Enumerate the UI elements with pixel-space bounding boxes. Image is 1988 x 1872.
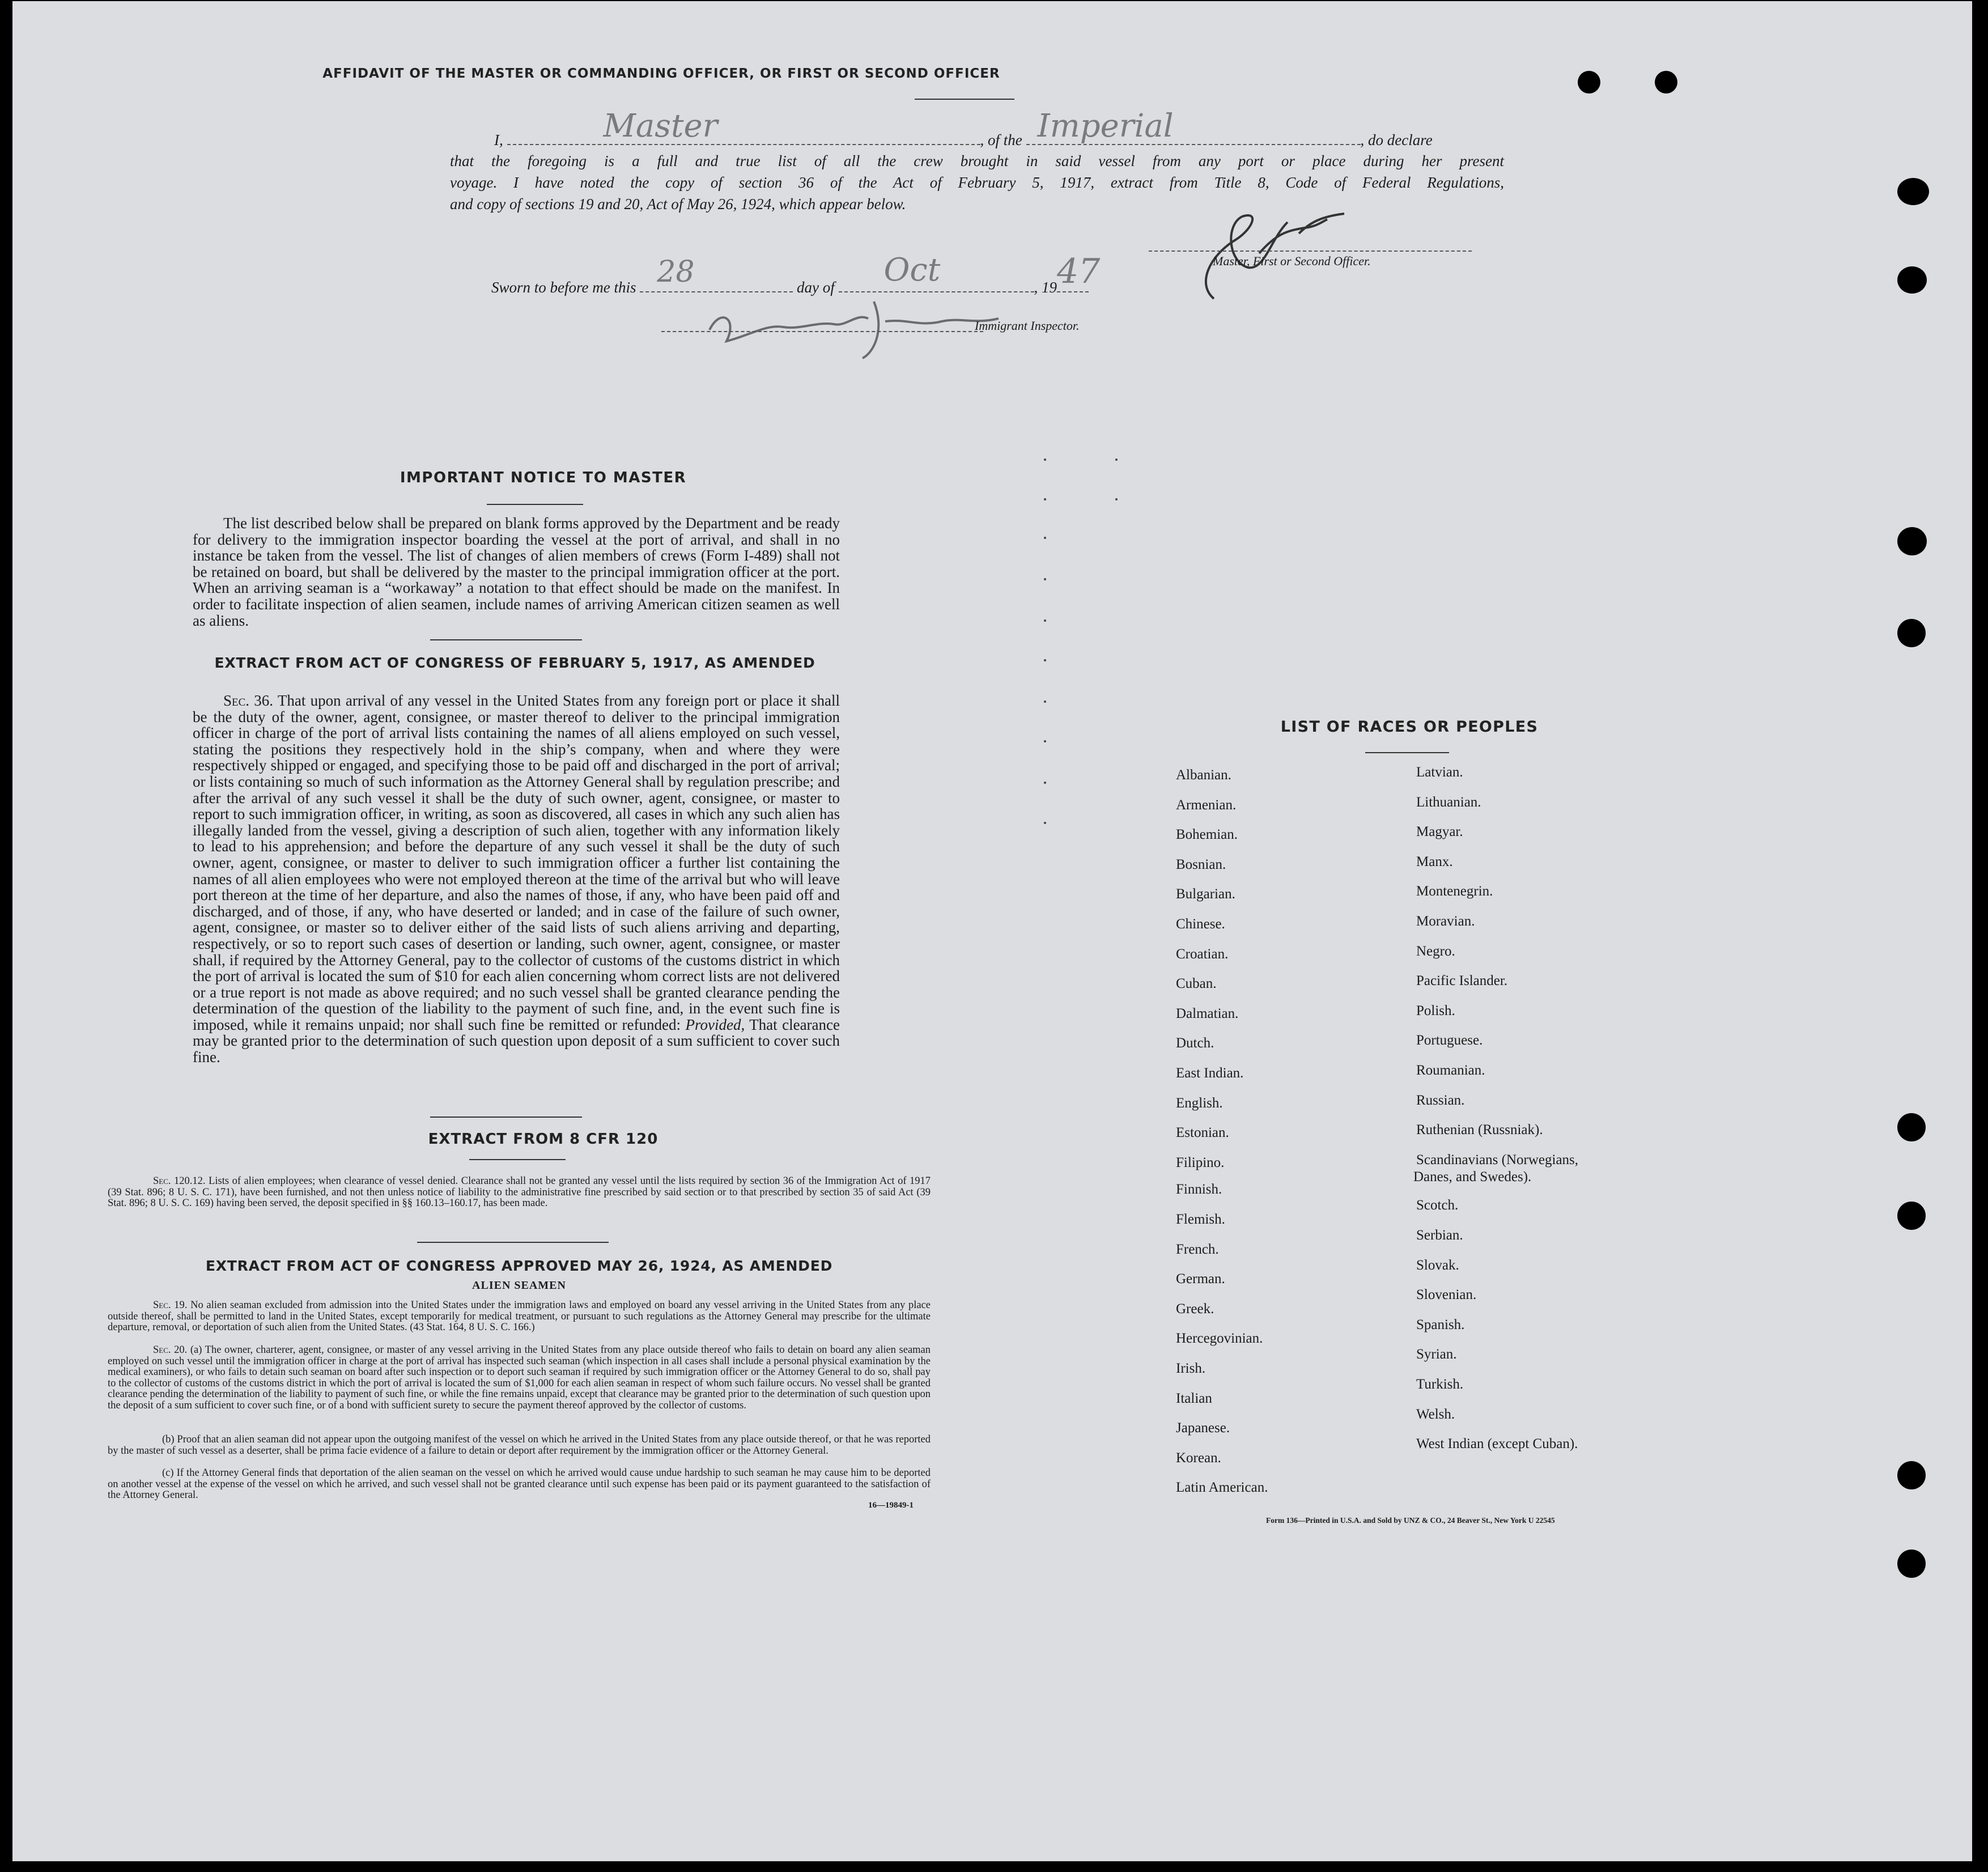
punch-hole	[1897, 1202, 1926, 1230]
year-prefix: , 19	[1034, 279, 1057, 296]
punch-hole	[1897, 1550, 1926, 1578]
divider-1	[430, 639, 582, 640]
margin-dot	[1044, 537, 1046, 539]
race-item-right: Negro.	[1416, 944, 1455, 959]
cfr-rule	[469, 1159, 566, 1160]
inspector-caption: Immigrant Inspector.	[975, 319, 1080, 333]
race-item-left: French.	[1176, 1242, 1219, 1257]
declaration-line-3: voyage. I have noted the copy of section 36 of the Act of February 5, 1917, extract from Title 8, Code of Federal Regulations,	[450, 174, 1504, 191]
race-item-right: Danes, and Swedes).	[1413, 1169, 1532, 1185]
master-name-handwritten: Master	[603, 108, 718, 145]
margin-dot	[1044, 659, 1046, 661]
notice-title: IMPORTANT NOTICE TO MASTER	[400, 469, 687, 486]
race-item-right: Scotch.	[1416, 1198, 1459, 1213]
race-item-left: Korean.	[1176, 1450, 1221, 1466]
race-item-left: Finnish.	[1176, 1182, 1222, 1197]
declaration-line-4: and copy of sections 19 and 20, Act of May 26, 1924, which appear below.	[450, 196, 906, 213]
sec-120-text: Lists of alien employees; when clearance of vessel denied. Clearance shall not be granted any vessel until the lists required by section 36 of the Immigration Act of 1917 (39 Stat. 896; 8 U. S. C. 171), have been furnished, and not then unless notice of liability to the administrative fine prescribed by said section or to that prescribed by section 35 of said Act (39 Stat. 896; 8 U. S. C. 169) having been served, the deposit specified in §§ 160.13–160.17, has been made.	[108, 1175, 931, 1209]
race-item-left: Bohemian.	[1176, 827, 1238, 842]
race-item-right: West Indian (except Cuban).	[1416, 1436, 1578, 1451]
notice-text: The list described below shall be prepared on blank forms approved by the Department and be ready for delivery to the immigration inspector boarding the vessel at the port of arrival, and shall in no instance be taken from the vessel. The list of changes of alien members of crews (Form I-489) shall not be retained on board, but shall be delivered by the master to the principal immigration officer at the port. When an arriving seaman is a “workaway” a notation to that effect should be made on the manifest. In order to facilitate inspection of alien seamen, include names of arriving American citizen seamen as well as aliens.	[193, 515, 840, 629]
document-page	[12, 1, 1972, 1861]
alien-seamen-subtitle: ALIEN SEAMEN	[472, 1279, 566, 1292]
form-number: 16—19849-1	[868, 1501, 914, 1510]
race-item-left: Bosnian.	[1176, 857, 1226, 872]
sec-19	[108, 1300, 931, 1334]
race-item-right: Syrian.	[1416, 1347, 1457, 1362]
margin-dot	[1044, 498, 1046, 500]
sec-20c: (c) If the Attorney General finds that deportation of the alien seaman on the vessel on which he arrived would cause undue hardship to such seaman he may cause him to be deported on another vessel at the expense of the vessel on which he arrived, and such vessel shall not be granted clearance until such expense has been paid or its payment guaranteed to the satisfaction of the Attorney General.	[108, 1467, 931, 1501]
master-signature	[1174, 199, 1361, 307]
punch-hole	[1578, 71, 1600, 94]
punch-hole	[1897, 619, 1926, 647]
sworn-year-handwritten: 47	[1057, 252, 1101, 291]
punch-hole	[1897, 527, 1927, 555]
margin-dot	[1115, 498, 1118, 500]
race-item-right: Lithuanian.	[1416, 795, 1481, 810]
race-item-right: Scandinavians (Norwegians,	[1416, 1152, 1579, 1168]
race-item-right: Moravian.	[1416, 914, 1475, 929]
margin-dot	[1044, 619, 1046, 622]
sec-20a-text: (a) The owner, charterer, agent, consignee, or master of any vessel arriving in the United States from any place outside thereof who fails to detain on board any alien seaman employed on such vessel until the immigration officer in charge at the port of arrival has inspected such seaman (which inspection in all cases shall include a personal physical examination by the medical examiners), or who fails to detain such seaman on board after such inspection or to deport such seaman if required by such immigration officer or the Attorney General to do so, shall pay to the collector of customs of the customs district in which the port of arrival is located the sum of $1,000 for each alien seaman in respect of whom such failure occurs. No vessel shall be granted clearance pending the determination of the liability to payment of such fine, or while the fine remains unpaid, except that clearance may be granted prior to the determination of such question upon the deposit of a sum sufficient to cover such fine, or of a bond with sufficient surety to secure the payment thereof approved by the collector of customs.	[108, 1344, 931, 1411]
master-caption: Master, First or Second Officer.	[1213, 254, 1371, 268]
provided-label: Provided,	[685, 1016, 745, 1033]
sec-20-label: Sec. 20.	[153, 1344, 188, 1356]
race-item-left: Cuban.	[1176, 976, 1217, 991]
punch-hole	[1897, 266, 1927, 294]
vessel-name-field	[1026, 108, 1361, 145]
race-item-left: Greek.	[1176, 1301, 1214, 1317]
race-item-right: Roumanian.	[1416, 1063, 1485, 1078]
margin-dot	[1115, 459, 1118, 461]
race-item-left: Dalmatian.	[1176, 1006, 1239, 1021]
cfr-title: EXTRACT FROM 8 CFR 120	[428, 1131, 659, 1148]
inspector-signature-line	[661, 331, 983, 332]
race-item-right: Portuguese.	[1416, 1033, 1483, 1048]
margin-dot	[1044, 822, 1046, 824]
notice-rule	[487, 504, 583, 505]
race-item-right: Serbian.	[1416, 1228, 1463, 1243]
sec-19-text: No alien seaman excluded from admission into the United States under the immigration laws and employed on board any vessel arriving in the United States from any place outside thereof, shall be permitted to land in the United States, except temporarily for medical treatment, or pursuant to such regulations as the Attorney General may prescribe for the ultimate departure, removal, or deportation of such alien from the United States. (43 Stat. 164, 8 U. S. C. 166.)	[108, 1300, 931, 1334]
race-item-left: English.	[1176, 1096, 1223, 1111]
race-item-right: Magyar.	[1416, 824, 1463, 839]
punch-hole	[1897, 1461, 1926, 1489]
punch-hole	[1897, 178, 1929, 205]
master-signature-line	[1149, 251, 1472, 252]
race-item-right: Russian.	[1416, 1093, 1465, 1108]
printer-footer: Form 136—Printed in U.S.A. and Sold by UNZ & CO., 24 Beaver St., New York U 22545	[1266, 1516, 1555, 1525]
race-item-right: Polish.	[1416, 1003, 1455, 1018]
vessel-name-handwritten: Imperial	[1037, 108, 1174, 145]
inspector-signature	[704, 296, 1021, 364]
race-item-left: German.	[1176, 1271, 1225, 1287]
sec-20a	[108, 1345, 931, 1412]
sworn-year-field	[1057, 252, 1101, 292]
race-item-left: Estonian.	[1176, 1125, 1229, 1140]
title-rule	[915, 99, 1014, 100]
race-item-left: Hercegovinian.	[1176, 1331, 1263, 1346]
race-item-left: Armenian.	[1176, 797, 1237, 813]
sec-120-label: Sec. 120.12.	[153, 1175, 206, 1187]
sec-20b: (b) Proof that an alien seaman did not appear upon the outgoing manifest of the vessel on which he arrived in the United States from any place outside thereof, or that he was reported by the master of such vessel as a deserter, shall be prima facie evidence of a failure to detain or deport after requirement by the immigration officer or the Attorney General.	[108, 1434, 931, 1457]
race-item-right: Ruthenian (Russniak).	[1416, 1122, 1543, 1137]
race-item-right: Pacific Islander.	[1416, 973, 1508, 988]
punch-hole	[1897, 1113, 1926, 1141]
declaration-line-1	[494, 108, 1509, 149]
extract-1924-title: EXTRACT FROM ACT OF CONGRESS APPROVED MAY 26, 1924, AS AMENDED	[205, 1258, 833, 1274]
sworn-month-handwritten: Oct	[883, 252, 941, 288]
sworn-prefix: Sworn to before me this	[491, 279, 636, 296]
race-item-right: Latvian.	[1416, 765, 1463, 780]
race-item-left: Albanian.	[1176, 767, 1231, 783]
race-item-right: Slovak.	[1416, 1258, 1459, 1273]
margin-dot	[1044, 459, 1046, 461]
i-prefix: I,	[494, 131, 503, 148]
races-rule	[1365, 752, 1449, 753]
margin-dot	[1044, 782, 1046, 784]
race-item-right: Turkish.	[1416, 1377, 1464, 1392]
margin-dot	[1044, 701, 1046, 703]
sworn-month-field	[839, 252, 1034, 292]
declaration-line-2: that the foregoing is a full and true list of all the crew brought in said vessel from any port or place during her present	[450, 152, 1504, 169]
race-item-left: Irish.	[1176, 1361, 1206, 1376]
race-item-left: Bulgarian.	[1176, 886, 1235, 902]
races-title: LIST OF RACES OR PEOPLES	[1280, 718, 1539, 736]
race-item-left: Croatian.	[1176, 946, 1229, 962]
race-item-right: Montenegrin.	[1416, 884, 1493, 899]
race-item-left: Flemish.	[1176, 1212, 1225, 1227]
race-item-left: Latin American.	[1176, 1480, 1268, 1495]
race-item-left: Italian	[1176, 1391, 1212, 1406]
race-item-left: Chinese.	[1176, 916, 1225, 932]
day-of-label: day of	[797, 279, 835, 296]
race-item-right: Manx.	[1416, 854, 1453, 869]
divider-2	[430, 1117, 582, 1118]
punch-hole	[1655, 71, 1677, 94]
sec-36-text-end: That clearance may be granted prior to the determination of such question upon deposit of a sum sufficient to cover such fine.	[193, 1016, 840, 1066]
affidavit-title: AFFIDAVIT OF THE MASTER OR COMMANDING OFFICER, OR FIRST OR SECOND OFFICER	[322, 66, 1000, 81]
sworn-day-handwritten: 28	[657, 255, 695, 289]
race-item-right: Welsh.	[1416, 1407, 1455, 1422]
race-item-left: Dutch.	[1176, 1035, 1214, 1051]
sworn-day-field	[640, 255, 793, 292]
extract-1917-text	[193, 693, 840, 1066]
divider-3	[417, 1242, 609, 1243]
of-the-label: , of the	[980, 131, 1022, 148]
margin-dot	[1044, 578, 1046, 580]
do-declare-label: , do declare	[1360, 131, 1433, 148]
race-item-right: Spanish.	[1416, 1317, 1465, 1332]
cfr-text	[108, 1176, 931, 1209]
race-item-left: East Indian.	[1176, 1066, 1244, 1081]
extract-1917-title: EXTRACT FROM ACT OF CONGRESS OF FEBRUARY 5, 1917, AS AMENDED	[214, 655, 815, 671]
sworn-line	[491, 252, 1101, 296]
race-item-left: Japanese.	[1176, 1420, 1230, 1436]
sec-36-label: Sec. 36.	[223, 692, 274, 709]
master-name-field	[507, 108, 980, 145]
sec-19-label: Sec. 19.	[153, 1300, 188, 1311]
sec-36-text: That upon arrival of any vessel in the United States from any foreign port or place it shall be the duty of the owner, agent, consignee, or master thereof to deliver to the principal immigration officer in charge of the port of arrival lists containing the names of all aliens employed on such vessel, stating the positions they respectively hold in the ship’s company, when and where they were respectively shipped or engaged, and specifying those to be paid off and discharged in the port of arrival; or lists containing so much of such information as the Attorney General shall by regulation prescribe; and after the arrival of any such vessel it shall be the duty of such owner, agent, consignee, or master to report to such immigration officer, in writing, as soon as discovered, all cases in which any such alien has illegally landed from the vessel, giving a description of such alien, together with any information likely to lead to his apprehension; and before the departure of any such vessel it shall be the duty of such owner, agent, consignee, or master to deliver to such immigration officer a further list containing the names of all alien employees who were not employed thereon at the time of the arrival but who will leave port thereon at the time of her departure, and also the names of those, if any, who have been paid off and discharged, and of those, if any, who have deserted or landed; and in case of the failure of such owner, agent, consignee, or master so to deliver either of the said lists of such aliens arriving and departing, respectively, or so to report such cases of desertion or landing, such owner, agent, consignee, or master shall, if required by the Attorney General, pay to the collector of customs of the customs district in which the port of arrival is located the sum of $10 for each alien concerning whom correct lists are not delivered or a true report is not made as above required; and no such vessel shall be granted clearance pending the determination of the question of the liability to the payment of such fine, and, in the event such fine is imposed, while it remains unpaid; nor shall such fine be remitted or refunded:	[193, 692, 840, 1033]
race-item-right: Slovenian.	[1416, 1287, 1477, 1302]
race-item-left: Filipino.	[1176, 1155, 1225, 1170]
margin-dot	[1044, 740, 1046, 742]
